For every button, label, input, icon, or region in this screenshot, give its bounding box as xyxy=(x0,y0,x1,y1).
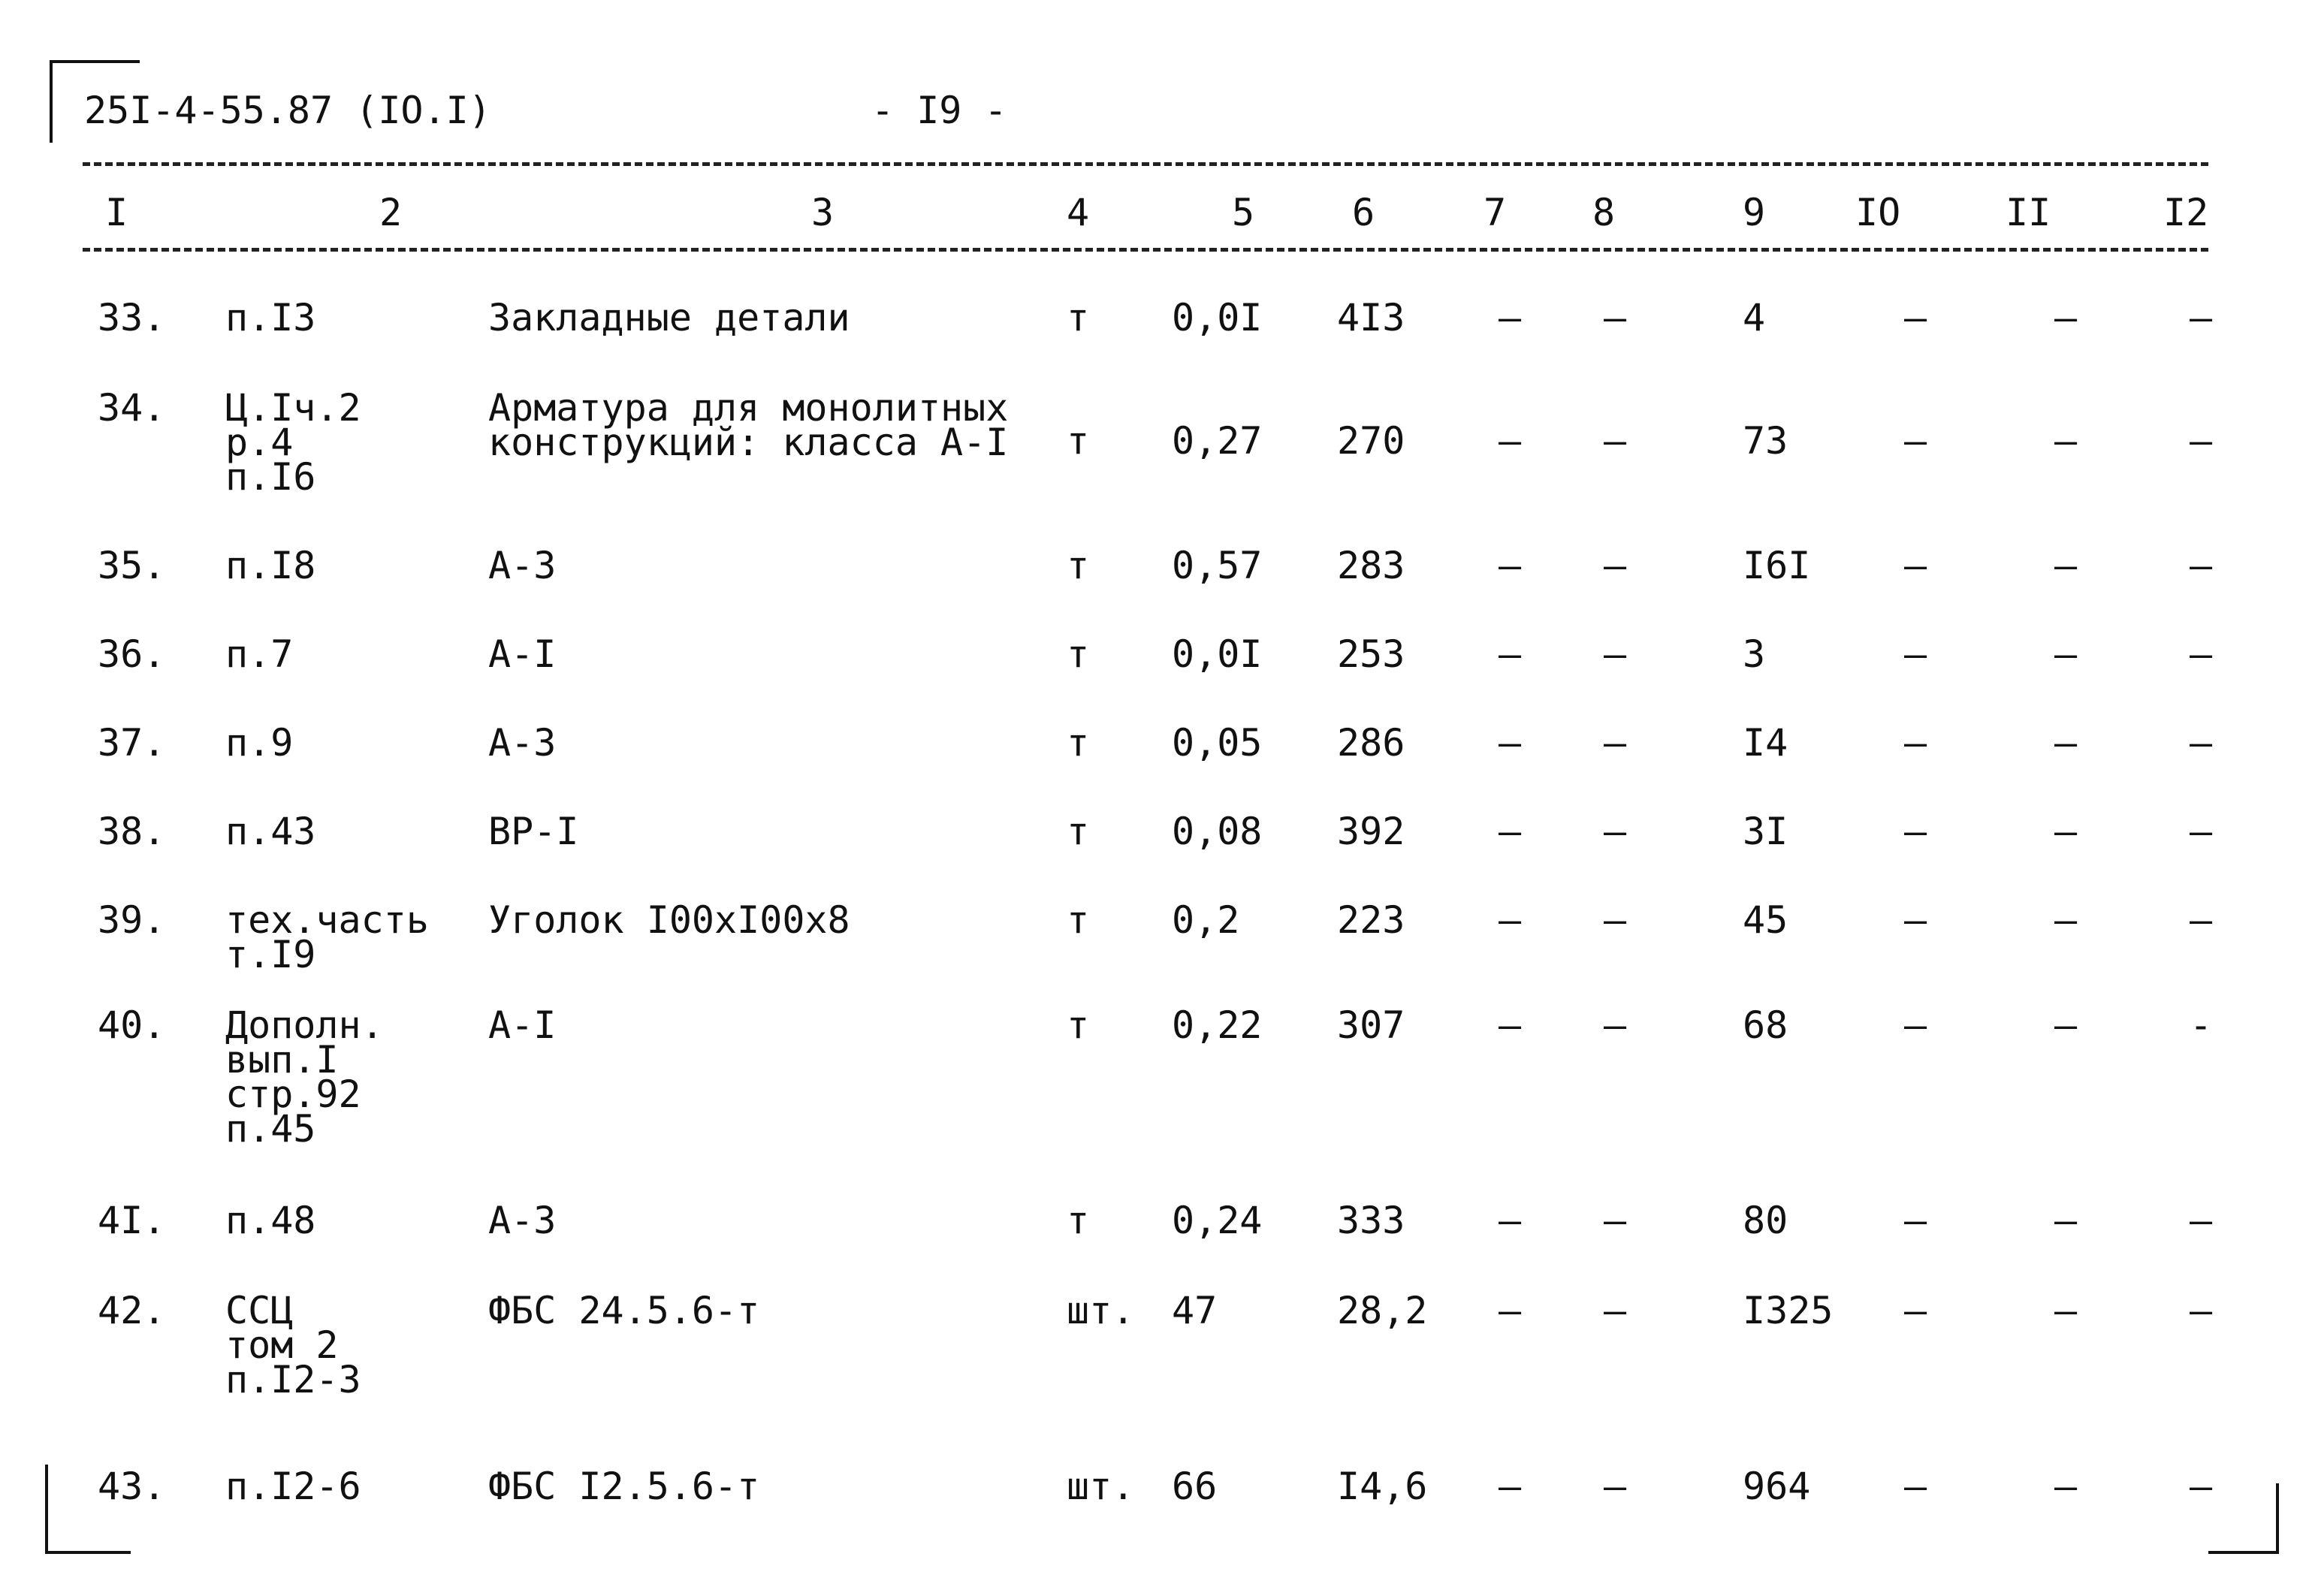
row-4I-ref: п.48 xyxy=(225,1199,316,1242)
row-43-c12: – xyxy=(2190,1465,2213,1508)
row-42-c5: 47 xyxy=(1172,1289,1218,1332)
page-number: - I9 - xyxy=(871,89,1007,132)
column-header-3: 3 xyxy=(811,191,835,234)
row-40-c8: – xyxy=(1604,1003,1627,1047)
row-40-c5: 0,22 xyxy=(1172,1003,1263,1047)
row-39-c10: – xyxy=(1904,898,1927,942)
row-39-c12: – xyxy=(2190,898,2213,942)
row-33-c7: – xyxy=(1499,296,1522,339)
row-37-unit: т xyxy=(1067,721,1090,765)
row-42-num: 42. xyxy=(98,1289,166,1332)
row-40-c9: 68 xyxy=(1743,1003,1788,1047)
row-42-c12: – xyxy=(2190,1289,2213,1332)
row-33-c6: 4I3 xyxy=(1337,296,1405,339)
row-35-ref: п.I8 xyxy=(225,544,316,587)
row-34-c11: – xyxy=(2054,419,2078,463)
row-37-c5: 0,05 xyxy=(1172,721,1263,765)
header-rule-top xyxy=(83,162,2208,166)
row-33-c5: 0,0I xyxy=(1172,296,1263,339)
row-40-ref: Дополн. вып.I стр.92 п.45 xyxy=(225,1003,384,1151)
row-37-c12: – xyxy=(2190,721,2213,765)
row-34-c9: 73 xyxy=(1743,419,1788,463)
row-42-name: ФБС 24.5.6-т xyxy=(488,1289,760,1332)
row-34-unit: т xyxy=(1067,419,1090,463)
row-37-c8: – xyxy=(1604,721,1627,765)
row-34-c7: – xyxy=(1499,419,1522,463)
row-38-name: ВР-I xyxy=(488,810,579,853)
row-37-c10: – xyxy=(1904,721,1927,765)
row-40-c10: – xyxy=(1904,1003,1927,1047)
row-36-unit: т xyxy=(1067,632,1090,676)
row-33-num: 33. xyxy=(98,296,166,339)
row-33-ref: п.I3 xyxy=(225,296,316,339)
row-36-c10: – xyxy=(1904,632,1927,676)
row-36-c8: – xyxy=(1604,632,1627,676)
row-36-c5: 0,0I xyxy=(1172,632,1263,676)
row-37-name: А-3 xyxy=(488,721,557,765)
row-38-ref: п.43 xyxy=(225,810,316,853)
row-42-c9: I325 xyxy=(1743,1289,1834,1332)
row-36-c7: – xyxy=(1499,632,1522,676)
row-4I-unit: т xyxy=(1067,1199,1090,1242)
row-34-name: Арматура для монолитных конструкций: класса А-I xyxy=(488,386,1009,464)
row-42-c10: – xyxy=(1904,1289,1927,1332)
row-38-c10: – xyxy=(1904,810,1927,853)
row-35-name: А-3 xyxy=(488,544,557,587)
row-37-c9: I4 xyxy=(1743,721,1788,765)
row-4I-c11: – xyxy=(2054,1199,2078,1242)
row-43-c8: – xyxy=(1604,1465,1627,1508)
row-39-c5: 0,2 xyxy=(1172,898,1240,942)
row-43-c10: – xyxy=(1904,1465,1927,1508)
row-4I-c7: – xyxy=(1499,1199,1522,1242)
row-39-name: Уголок I00хI00х8 xyxy=(488,898,850,942)
row-37-c11: – xyxy=(2054,721,2078,765)
row-40-num: 40. xyxy=(98,1003,166,1047)
row-43-unit: шт. xyxy=(1067,1465,1135,1508)
row-37-ref: п.9 xyxy=(225,721,294,765)
row-4I-c6: 333 xyxy=(1337,1199,1405,1242)
column-header-7: 7 xyxy=(1484,191,1507,234)
row-40-unit: т xyxy=(1067,1003,1090,1047)
row-4I-c5: 0,24 xyxy=(1172,1199,1263,1242)
row-34-c6: 270 xyxy=(1337,419,1405,463)
row-33-c9: 4 xyxy=(1743,296,1766,339)
row-42-c11: – xyxy=(2054,1289,2078,1332)
row-43-c9: 964 xyxy=(1743,1465,1811,1508)
row-40-c6: 307 xyxy=(1337,1003,1405,1047)
row-36-num: 36. xyxy=(98,632,166,676)
row-40-c11: – xyxy=(2054,1003,2078,1047)
row-33-c11: – xyxy=(2054,296,2078,339)
row-39-ref: тех.часть т.I9 xyxy=(225,898,429,976)
row-4I-num: 4I. xyxy=(98,1199,166,1242)
row-37-c6: 286 xyxy=(1337,721,1405,765)
row-35-unit: т xyxy=(1067,544,1090,587)
row-4I-name: А-3 xyxy=(488,1199,557,1242)
column-header-2: 2 xyxy=(379,191,403,234)
row-43-num: 43. xyxy=(98,1465,166,1508)
column-header-11: II xyxy=(2006,191,2051,234)
column-header-12: I2 xyxy=(2163,191,2209,234)
row-36-name: А-I xyxy=(488,632,557,676)
row-34-ref: Ц.Iч.2 р.4 п.I6 xyxy=(225,386,361,499)
row-35-c11: – xyxy=(2054,544,2078,587)
row-43-name: ФБС I2.5.6-т xyxy=(488,1465,760,1508)
row-33-name: Закладные детали xyxy=(488,296,850,339)
row-35-c6: 283 xyxy=(1337,544,1405,587)
row-35-c9: I6I xyxy=(1743,544,1811,587)
row-34-c8: – xyxy=(1604,419,1627,463)
column-header-5: 5 xyxy=(1232,191,1255,234)
row-42-c6: 28,2 xyxy=(1337,1289,1428,1332)
row-35-c8: – xyxy=(1604,544,1627,587)
row-39-c8: – xyxy=(1604,898,1627,942)
row-4I-c8: – xyxy=(1604,1199,1627,1242)
document-code: 25I-4-55.87 (IO.I) xyxy=(84,89,491,132)
row-35-num: 35. xyxy=(98,544,166,587)
row-42-c7: – xyxy=(1499,1289,1522,1332)
row-43-c6: I4,6 xyxy=(1337,1465,1428,1508)
row-39-c9: 45 xyxy=(1743,898,1788,942)
column-header-4: 4 xyxy=(1067,191,1090,234)
row-43-ref: п.I2-6 xyxy=(225,1465,361,1508)
row-35-c10: – xyxy=(1904,544,1927,587)
row-39-c6: 223 xyxy=(1337,898,1405,942)
row-39-c7: – xyxy=(1499,898,1522,942)
row-33-c10: – xyxy=(1904,296,1927,339)
row-42-ref: ССЦ том 2 п.I2-3 xyxy=(225,1289,361,1401)
row-43-c7: – xyxy=(1499,1465,1522,1508)
row-38-unit: т xyxy=(1067,810,1090,853)
row-35-c12: – xyxy=(2190,544,2213,587)
row-38-num: 38. xyxy=(98,810,166,853)
row-34-c5: 0,27 xyxy=(1172,419,1263,463)
row-42-c8: – xyxy=(1604,1289,1627,1332)
column-header-8: 8 xyxy=(1592,191,1616,234)
header-rule-bottom xyxy=(83,248,2208,252)
row-33-unit: т xyxy=(1067,296,1090,339)
row-39-unit: т xyxy=(1067,898,1090,942)
row-4I-c10: – xyxy=(1904,1199,1927,1242)
row-38-c5: 0,08 xyxy=(1172,810,1263,853)
row-38-c7: – xyxy=(1499,810,1522,853)
row-35-c7: – xyxy=(1499,544,1522,587)
row-36-c6: 253 xyxy=(1337,632,1405,676)
row-4I-c9: 80 xyxy=(1743,1199,1788,1242)
column-header-6: 6 xyxy=(1352,191,1375,234)
row-39-c11: – xyxy=(2054,898,2078,942)
row-4I-c12: – xyxy=(2190,1199,2213,1242)
row-34-num: 34. xyxy=(98,386,166,430)
row-36-c9: 3 xyxy=(1743,632,1766,676)
row-38-c12: – xyxy=(2190,810,2213,853)
row-38-c8: – xyxy=(1604,810,1627,853)
row-42-unit: шт. xyxy=(1067,1289,1135,1332)
column-header-1: I xyxy=(105,191,128,234)
row-43-c5: 66 xyxy=(1172,1465,1218,1508)
row-35-c5: 0,57 xyxy=(1172,544,1263,587)
row-34-c10: – xyxy=(1904,419,1927,463)
row-38-c6: 392 xyxy=(1337,810,1405,853)
column-header-10: IO xyxy=(1855,191,1901,234)
row-38-c11: – xyxy=(2054,810,2078,853)
row-43-c11: – xyxy=(2054,1465,2078,1508)
row-36-c12: – xyxy=(2190,632,2213,676)
row-40-c12: - xyxy=(2190,1003,2213,1047)
column-header-9: 9 xyxy=(1743,191,1766,234)
row-34-c12: – xyxy=(2190,419,2213,463)
row-38-c9: 3I xyxy=(1743,810,1788,853)
row-33-c8: – xyxy=(1604,296,1627,339)
row-40-c7: – xyxy=(1499,1003,1522,1047)
corner-mark-bottom-right xyxy=(2208,1483,2279,1554)
row-36-c11: – xyxy=(2054,632,2078,676)
row-37-num: 37. xyxy=(98,721,166,765)
row-37-c7: – xyxy=(1499,721,1522,765)
row-40-name: А-I xyxy=(488,1003,557,1047)
row-36-ref: п.7 xyxy=(225,632,294,676)
row-33-c12: – xyxy=(2190,296,2213,339)
row-39-num: 39. xyxy=(98,898,166,942)
